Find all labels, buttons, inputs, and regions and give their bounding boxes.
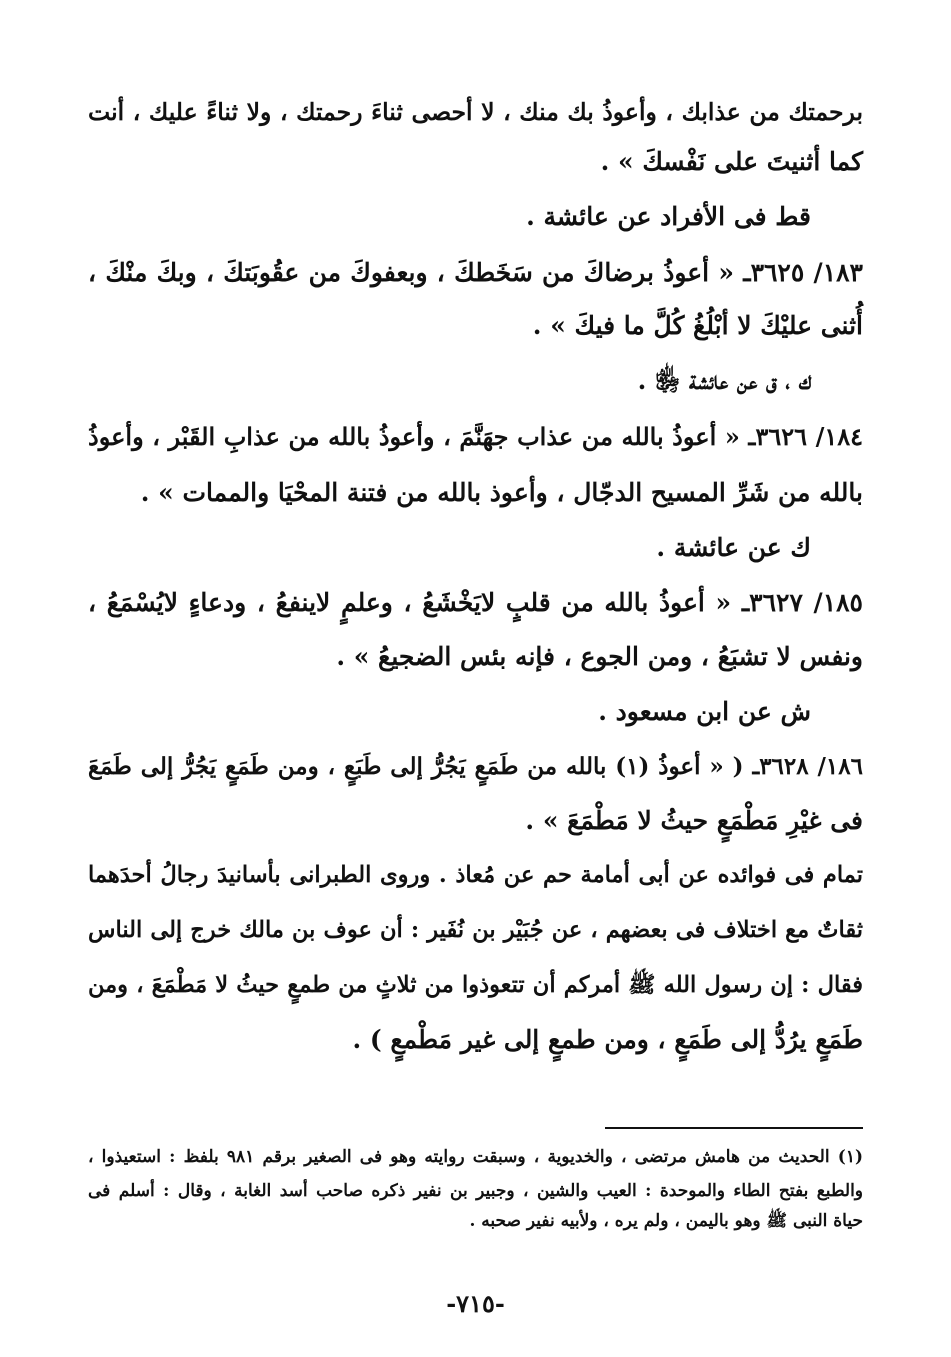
commentary-line: ثقاتٌ مع اختلاف فى بعضهم ، عن جُبَيْر بن نُفَير : أن عوف بن مالك خرج إلى الناس [88,917,863,943]
text-line: فى غيْرِ مَطْمَعٍ حيثُ لا مَطْمَعَ » . [525,806,863,835]
source-line: ك ، ق عن عائشة ﵂ . [637,366,811,395]
hadith-186-line: ١٨٦/ ٣٦٢٨ـ ( « أعوذُ (١) بالله من طَمَعٍ يَجُرُّ إلى طَبَعٍ ، ومن طَمَعٍ يَجُرُّ إلى طَمَعَ [88,753,863,780]
footnote-line: حياة النبى ﷺ وهو باليمن ، ولم يره ، ولأبيه نفير صحبه . [469,1211,863,1231]
text-line: أُثنى عليْكَ لا أبْلُغُ كُلَّ ما فيكَ » . [532,311,863,340]
text-line: كما أثنيتَ على نَفْسكَ » . [600,147,863,176]
text-line: ونفس لا تشبَعُ ، ومن الجوع ، فإنه بئس الضجيعُ » . [336,642,863,671]
source-line: ش عن ابن مسعود . [598,697,811,726]
commentary-line: تمام فى فوائده عن أبى أمامة حم عن مُعاذ . وروى الطبرانى بأسانيدَ رجالُ أحدَهما [88,862,863,888]
footnote-separator [605,1127,863,1129]
footnote-line: (١) الحديث من هامش مرتضى ، والخديوية ، وسبقت روايته وهو فى الصغير برقم ٩٨١ بلفظ : استعيذوا ، [88,1147,863,1167]
hadith-185-line: ١٨٥/ ٣٦٢٧ـ « أعوذُ بالله من قلبٍ لايَخْشَعُ ، وعلمٍ لاينفعُ ، ودعاءٍ لايُسْمَعُ ، [88,588,863,617]
source-line: ك عن عائشة . [656,533,811,562]
footnote-line: والطبع بفتح الطاء والموحدة : العيب والشين ، وجبير بن نفير ذكره صاحب أسد الغابة ، وقال : أسلم فى [88,1181,863,1201]
page-number: -٧١٥- [446,1289,505,1318]
text-line: بالله من شَرِّ المسيح الدجّال ، وأعوذ بالله من فتنة المحْيَا والممات » . [140,478,863,507]
text-line: برحمتك من عذابك ، وأعوذُ بك منك ، لا أحصى ثناءَ رحمتك ، ولا ثناءً عليك ، أنت [88,98,863,126]
hadith-184-line: ١٨٤/ ٣٦٢٦ـ « أعوذُ بالله من عذاب جهَنَّمَ ، وأعوذُ بالله من عذابِ القَبْر ، وأعوذُ [88,422,864,451]
hadith-183-line: ١٨٣/ ٣٦٢٥ـ « أعوذُ برضاكَ من سَخَطكَ ، وبعفوكَ من عقُوبَتكَ ، وبكَ منْكَ ، [88,258,863,287]
source-line: قط فى الأفراد عن عائشة . [526,202,811,231]
commentary-line: طَمَعٍ يرُدُّ إلى طَمَعٍ ، ومن طمعٍ إلى غير مَطْمعٍ ) . [352,1025,863,1054]
commentary-line: فقال : إن رسول الله ﷺ أمركم أن تتعوذوا من ثلاثٍ من طمعٍ حيثُ لا مَطْمَعَ ، ومن [88,972,863,998]
